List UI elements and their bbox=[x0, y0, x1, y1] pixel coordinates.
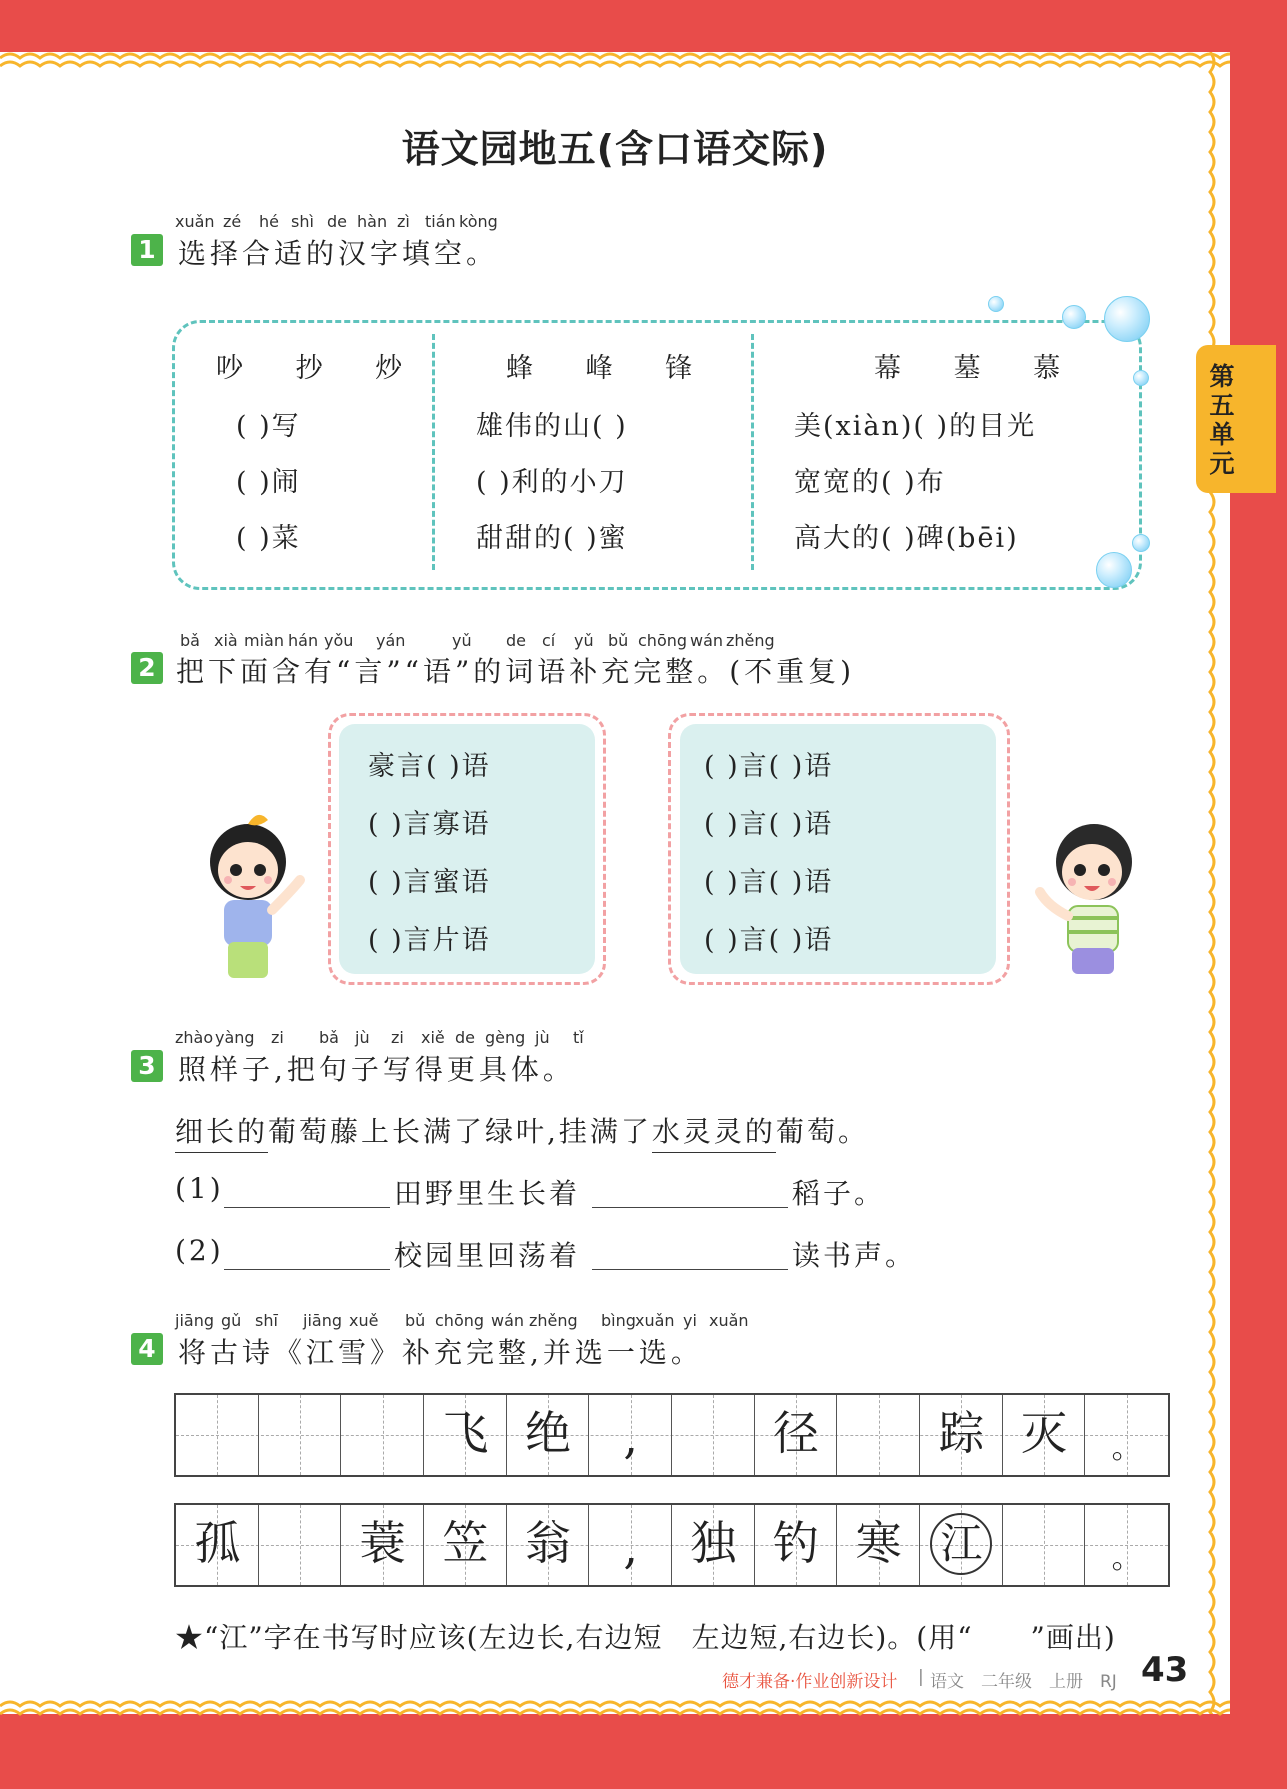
poem-char: 飞 bbox=[442, 1406, 489, 1460]
poem-char: 江 bbox=[930, 1513, 992, 1575]
q1-col3-row1[interactable]: 美(xiàn)( )的目光 bbox=[794, 411, 1037, 442]
poem-char: 灭 bbox=[1020, 1406, 1067, 1460]
poem-char-cell bbox=[507, 1505, 590, 1585]
poem-char-cell bbox=[920, 1395, 1003, 1475]
poem-char-cell bbox=[672, 1505, 755, 1585]
bottom-wavy-border bbox=[0, 1694, 1230, 1728]
poem-char-cell bbox=[589, 1505, 672, 1585]
grid-midline bbox=[383, 1395, 384, 1475]
poem-char: , bbox=[623, 1520, 638, 1574]
poem-char-cell bbox=[424, 1505, 507, 1585]
poem-line-1-grid bbox=[174, 1393, 1170, 1477]
poem-blank-cell[interactable] bbox=[1003, 1505, 1086, 1585]
poem-char: 孤 bbox=[194, 1516, 241, 1570]
poem-char: 笠 bbox=[442, 1516, 489, 1570]
q1-instruction: 选择合适的汉字填空。 bbox=[178, 237, 499, 270]
poem-char-cell bbox=[507, 1395, 590, 1475]
bubble-icon bbox=[1104, 296, 1150, 342]
q3-item2-blank2[interactable] bbox=[592, 1268, 788, 1270]
q2-right-row1[interactable]: ( )言( )语 bbox=[704, 751, 834, 782]
q2-right-row4[interactable]: ( )言( )语 bbox=[704, 925, 834, 956]
poem-char: 。 bbox=[1111, 1431, 1142, 1466]
q2-right-row3[interactable]: ( )言( )语 bbox=[704, 867, 834, 898]
grid-midline bbox=[300, 1395, 301, 1475]
poem-char: 绝 bbox=[524, 1406, 571, 1460]
bubble-icon bbox=[1062, 305, 1086, 329]
grid-midline bbox=[300, 1505, 301, 1585]
poem-char: 钓 bbox=[772, 1516, 819, 1570]
poem-char: 寒 bbox=[855, 1516, 902, 1570]
poem-char: 翁 bbox=[524, 1516, 571, 1570]
q1-col3-row2[interactable]: 宽宽的( )布 bbox=[794, 467, 946, 498]
page-number: 43 bbox=[1141, 1650, 1189, 1690]
q3-item1-blank1[interactable] bbox=[224, 1206, 390, 1208]
top-wavy-border bbox=[0, 44, 1230, 78]
q1-col2-row2[interactable]: ( )利的小刀 bbox=[476, 467, 628, 498]
poem-blank-cell[interactable] bbox=[837, 1395, 920, 1475]
poem-char-cell bbox=[1003, 1395, 1086, 1475]
poem-char-cell bbox=[424, 1395, 507, 1475]
q3-item1-blank2[interactable] bbox=[592, 1206, 788, 1208]
q1-divider-1 bbox=[432, 334, 435, 570]
bubble-icon bbox=[1133, 370, 1149, 386]
poem-char-cell bbox=[755, 1395, 838, 1475]
footer-series: 德才兼备·作业创新设计 bbox=[722, 1672, 898, 1692]
poem-char-cell bbox=[176, 1505, 259, 1585]
bubble-icon bbox=[1132, 534, 1150, 552]
unit-tab-label: 第五单元 bbox=[1209, 362, 1235, 478]
grid-midline bbox=[713, 1395, 714, 1475]
q4-number: 4 bbox=[131, 1333, 163, 1365]
poem-blank-cell[interactable] bbox=[259, 1505, 342, 1585]
grid-midline bbox=[879, 1395, 880, 1475]
page-title: 语文园地五(含口语交际) bbox=[401, 127, 829, 171]
grid-midline bbox=[217, 1395, 218, 1475]
poem-char-cell bbox=[341, 1505, 424, 1585]
poem-char-cell bbox=[1085, 1505, 1168, 1585]
q3-example-sentence: 细长的葡萄藤上长满了绿叶,挂满了水灵灵的葡萄。 bbox=[175, 1110, 869, 1150]
q3-item1-end: 稻子。 bbox=[792, 1177, 886, 1210]
poem-blank-cell[interactable] bbox=[341, 1395, 424, 1475]
q1-col3-row3[interactable]: 高大的( )碑(bēi) bbox=[794, 523, 1019, 554]
q2-left-row4[interactable]: ( )言片语 bbox=[368, 925, 491, 956]
grid-midline bbox=[1044, 1505, 1045, 1585]
q1-divider-2 bbox=[751, 334, 754, 570]
poem-char: 踪 bbox=[938, 1406, 985, 1460]
q2-instruction: 把下面含有“言”“语”的词语补充完整。(不重复) bbox=[176, 655, 856, 688]
poem-char: 蓑 bbox=[359, 1516, 406, 1570]
q4-note: ★“江”字在书写时应该(左边长,右边短 左边短,右边长)。(用“ ”画出) bbox=[175, 1621, 1116, 1654]
footer-divider: | bbox=[918, 1667, 924, 1687]
q3-item2-mid: 校园里回荡着 bbox=[394, 1239, 581, 1272]
q1-col1-row2[interactable]: ( )闹 bbox=[236, 467, 301, 498]
q3-instruction: 照样子,把句子写得更具体。 bbox=[178, 1053, 575, 1086]
footer-info: 语文 二年级 上册 RJ bbox=[930, 1672, 1117, 1692]
q1-col3-choices: 幕 墓 慕 bbox=[874, 353, 1083, 384]
q3-item1-label: (1) bbox=[175, 1172, 224, 1205]
q3-item2-label: (2) bbox=[175, 1234, 224, 1267]
poem-char-cell bbox=[755, 1505, 838, 1585]
q1-col1-row1[interactable]: ( )写 bbox=[236, 411, 301, 442]
q3-item2-end: 读书声。 bbox=[792, 1239, 917, 1272]
bubble-icon bbox=[1096, 552, 1132, 588]
q2-right-row2[interactable]: ( )言( )语 bbox=[704, 809, 834, 840]
q3-item1-mid: 田野里生长着 bbox=[394, 1177, 581, 1210]
q1-col1-row3[interactable]: ( )菜 bbox=[236, 523, 301, 554]
poem-blank-cell[interactable] bbox=[259, 1395, 342, 1475]
q1-col2-row3[interactable]: 甜甜的( )蜜 bbox=[476, 523, 628, 554]
q1-number: 1 bbox=[131, 234, 163, 266]
poem-char: , bbox=[623, 1410, 638, 1464]
girl-illustration bbox=[188, 800, 318, 980]
poem-char: 独 bbox=[690, 1516, 737, 1570]
right-wavy-border bbox=[1196, 52, 1230, 1714]
q1-col2-choices: 蜂 峰 锋 bbox=[506, 353, 715, 384]
poem-blank-cell[interactable] bbox=[672, 1395, 755, 1475]
q1-col2-row1[interactable]: 雄伟的山( ) bbox=[476, 411, 628, 442]
poem-blank-cell[interactable] bbox=[176, 1395, 259, 1475]
poem-char-cell bbox=[837, 1505, 920, 1585]
poem-char-cell bbox=[589, 1395, 672, 1475]
poem-char-cell bbox=[920, 1505, 1003, 1585]
q3-number: 3 bbox=[131, 1050, 163, 1082]
bubble-icon bbox=[988, 296, 1004, 312]
q2-left-row3[interactable]: ( )言蜜语 bbox=[368, 867, 491, 898]
q2-left-row1[interactable]: 豪言( )语 bbox=[368, 751, 491, 782]
q4-instruction: 将古诗《江雪》补充完整,并选一选。 bbox=[178, 1336, 703, 1369]
worksheet-page: 语文园地五(含口语交际) 第五单元 xuǎn zé hé shì de hàn zì tián kòng 1 选择合适的汉字填空。 吵 抄 炒 ( )写 ( )闹 ( )菜 蜂 峰 锋 雄伟的山( ) ( )利的小刀 甜甜的( )蜜 幕 墓 慕 美(xiàn)( )的目光 宽宽的( )布 高大的( )碑(bēi) bǎ xià miàn hán yǒu yán yǔ de cí yǔ bǔ chōng wán zhěng 2 把下面含有“言”“语”的词语补充完整。(不重复) 豪言( )语 ( )言寡语 ( )言蜜语 ( )言片语 ( )言( )语 ( )言( )语 ( )言( )语 ( )言( )语 zhào yàng zi bǎ jù zi xiě de gèng jù tǐ 3 照样子,把句子写得更具体。 细长的葡萄藤上长满了绿叶,挂满了水灵灵的葡萄。 (1) 田野里生长着 稻子。 (2) 校园里回荡着 读书声。 jiāng gǔ shī jiāng xuě bǔ chōng wán zhěng bìng xuǎn yi xuǎn 4 将古诗《江雪》补充完整,并选一选。 飞 绝 , 径 踪 灭 。 孤 蓑 笠 翁 , 独 钓 寒 江 。 ★“江”字在书写时应该(左边长,右边短 左边短,右边长)。(用“ ”画出) 德才兼备·作业创新设计 | 语文 二年级 上册 RJ 43 bbox=[0, 0, 1287, 1789]
boy-illustration bbox=[1022, 804, 1152, 980]
q1-col1-choices: 吵 抄 炒 bbox=[216, 353, 425, 384]
q2-number: 2 bbox=[131, 652, 163, 684]
q2-left-row2[interactable]: ( )言寡语 bbox=[368, 809, 491, 840]
q3-item2-blank1[interactable] bbox=[224, 1268, 390, 1270]
poem-char-cell bbox=[1085, 1395, 1168, 1475]
poem-char: 径 bbox=[772, 1406, 819, 1460]
poem-char: 。 bbox=[1111, 1541, 1142, 1576]
poem-line-2-grid bbox=[174, 1503, 1170, 1587]
